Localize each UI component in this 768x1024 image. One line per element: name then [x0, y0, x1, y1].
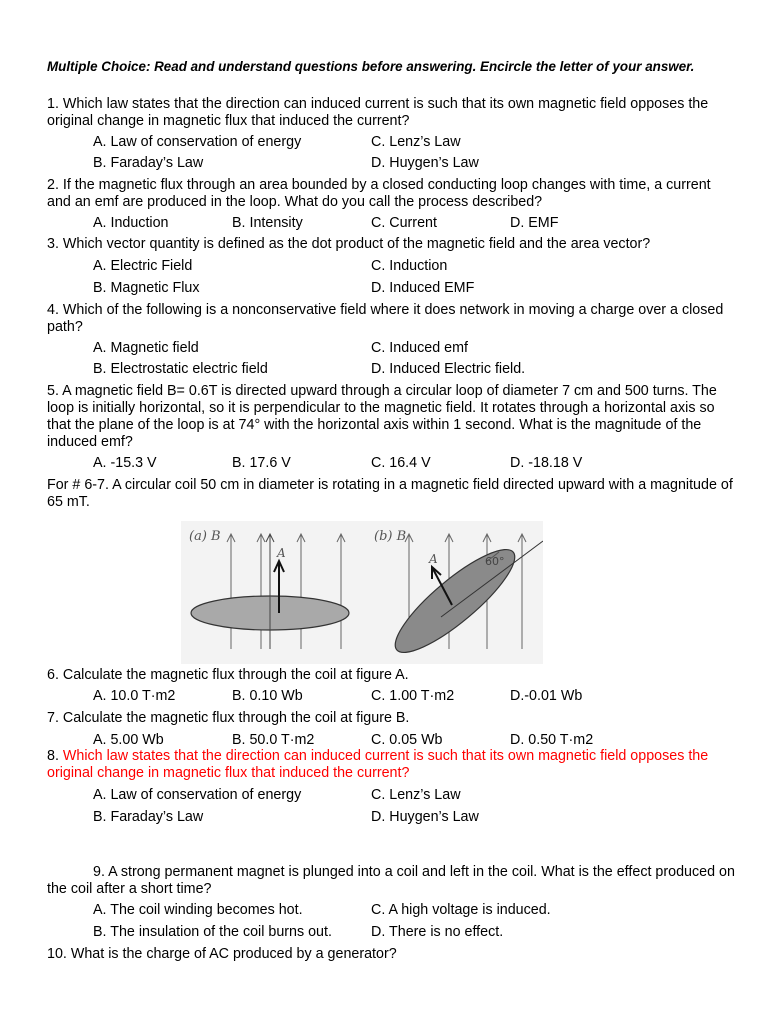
q3-option-c[interactable]: C. Induction [371, 258, 448, 274]
question-8-number: 8. [47, 748, 63, 764]
q6-option-a[interactable]: A. 10.0 T·m2 [93, 688, 176, 704]
q9-option-a[interactable]: A. The coil winding becomes hot. [93, 902, 303, 918]
q3-option-a[interactable]: A. Electric Field [93, 258, 193, 274]
q1-option-b[interactable]: B. Faraday’s Law [93, 155, 204, 171]
q7-option-c[interactable]: C. 0.05 Wb [371, 732, 443, 748]
instructions: Multiple Choice: Read and understand questions before answering. Encircle the letter of your answer. [47, 59, 695, 74]
q8-option-d[interactable]: D. Huygen’s Law [371, 809, 479, 825]
area-vector-a-label: A [277, 546, 286, 560]
figure-a-label: (a) B [189, 529, 221, 544]
question-7: 7. Calculate the magnetic flux through the coil at figure B. [47, 710, 410, 726]
question-6-7-intro: For # 6-7. A circular coil 50 cm in diameter is rotating in a magnetic field directed upward with a magnitude of 65 mT. [47, 477, 733, 510]
q2-option-b[interactable]: B. Intensity [232, 215, 303, 231]
q5-option-c[interactable]: C. 16.4 V [371, 455, 431, 471]
q6-option-d[interactable]: D.-0.01 Wb [510, 688, 583, 704]
q7-option-a[interactable]: A. 5.00 Wb [93, 732, 164, 748]
angle-label: 60° [485, 555, 505, 568]
question-10: 10. What is the charge of AC produced by a generator? [47, 946, 397, 962]
area-vector-b-label: A [429, 552, 438, 566]
q3-option-b[interactable]: B. Magnetic Flux [93, 280, 200, 296]
q6-option-c[interactable]: C. 1.00 T·m2 [371, 688, 455, 704]
figure-b-label: (b) B [374, 529, 407, 544]
q9-option-d[interactable]: D. There is no effect. [371, 924, 504, 940]
q6-option-b[interactable]: B. 0.10 Wb [232, 688, 303, 704]
q7-option-b[interactable]: B. 50.0 T·m2 [232, 732, 315, 748]
question-8-red-text: Which law states that the direction can induced current is such that its own magnetic field opposes the original change in magnetic flux that induced the current? [47, 748, 709, 781]
q3-option-d[interactable]: D. Induced EMF [371, 280, 475, 296]
q2-option-c[interactable]: C. Current [371, 215, 437, 231]
q4-option-a[interactable]: A. Magnetic field [93, 340, 199, 356]
q1-option-c[interactable]: C. Lenz’s Law [371, 134, 461, 150]
q1-option-a[interactable]: A. Law of conservation of energy [93, 134, 302, 150]
question-2: 2. If the magnetic flux through an area bounded by a closed conducting loop changes with time, a current and an emf are produced in the loop. What do you call the process described? [47, 177, 711, 210]
question-5: 5. A magnetic field B= 0.6T is directed upward through a circular loop of diameter 7 cm and 500 turns. The loop is initially horizontal, so it is perpendicular to the magnetic field. It rotates through a horizontal axis so that the plane of the loop is at 74° with the horizontal axis within 1 second. What is the magnitude of the induced emf? [47, 383, 717, 450]
question-9: 9. A strong permanent magnet is plunged into a coil and left in the coil. What is the effect produced on the coil after a short time? [47, 864, 735, 897]
q4-option-d[interactable]: D. Induced Electric field. [371, 361, 526, 377]
q9-option-b[interactable]: B. The insulation of the coil burns out. [93, 924, 332, 940]
q1-option-d[interactable]: D. Huygen’s Law [371, 155, 479, 171]
q5-option-d[interactable]: D. -18.18 V [510, 455, 583, 471]
q4-option-b[interactable]: B. Electrostatic electric field [93, 361, 268, 377]
q8-option-a[interactable]: A. Law of conservation of energy [93, 787, 302, 803]
q8-option-c[interactable]: C. Lenz’s Law [371, 787, 461, 803]
q5-option-b[interactable]: B. 17.6 V [232, 455, 291, 471]
question-4: 4. Which of the following is a nonconservative field where it does network in moving a charge over a closed path? [47, 302, 724, 335]
q8-option-b[interactable]: B. Faraday’s Law [93, 809, 204, 825]
question-6: 6. Calculate the magnetic flux through the coil at figure A. [47, 667, 409, 683]
q5-option-a[interactable]: A. -15.3 V [93, 455, 157, 471]
q7-option-d[interactable]: D. 0.50 T·m2 [510, 732, 594, 748]
q9-option-c[interactable]: C. A high voltage is induced. [371, 902, 551, 918]
q2-option-d[interactable]: D. EMF [510, 215, 559, 231]
question-1: 1. Which law states that the direction can induced current is such that its own magnetic field opposes the original change in magnetic flux that induced the current? [47, 96, 709, 129]
question-3: 3. Which vector quantity is defined as the dot product of the magnetic field and the area vector? [47, 236, 651, 252]
q4-option-c[interactable]: C. Induced emf [371, 340, 468, 356]
q2-option-a[interactable]: A. Induction [93, 215, 169, 231]
coil-figure [181, 521, 543, 664]
question-8 [47, 748, 737, 782]
